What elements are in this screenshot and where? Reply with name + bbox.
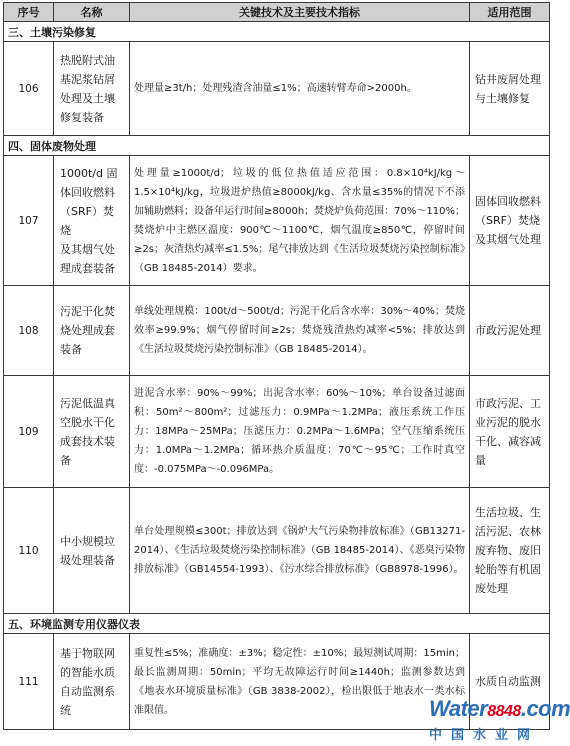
row-name: 中小规模垃 圾处理装备 [54, 488, 130, 614]
row-scope: 固体回收燃料（SRF）焚烧及其烟气处理 [470, 156, 550, 286]
row-tech: 单线处理规模：100t/d～500t/d；污泥干化后含水率：30%～40%；焚烧效率≥99.9%；烟气停留时间≥2s；焚烧残渣热灼减率<5%；排放达到《生活垃圾焚烧污染控制标准》（GB 18485-2014）。 [130, 286, 470, 376]
section-title: 五、环境监测专用仪器仪表 [4, 614, 550, 634]
row-scope: 生活垃圾、生活污泥、农林废弃物、废旧轮胎等有机固废处理 [470, 488, 550, 614]
section-row [4, 22, 550, 42]
row-tech: 处理量≥3t/h；处理残渣含油量≤1%；高速转臂寿命>2000h。 [130, 42, 470, 136]
equipment-table [3, 2, 550, 730]
row-tech: 进泥含水率：90%～99%；出泥含水率：60%～10%；单台设备过滤面积：50m²～800m²；过滤压力：0.9MPa～1.2MPa；液压系统工作压力：18MPa～25MPa；压滤压力：0.2MPa～1.6MPa；空气压缩系统压力：1.0MPa～1.2MPa；循环热介质温度：70℃～95℃；工作时真空度：-0.075MPa～-0.096MPa。 [130, 376, 470, 488]
row-scope: 水质自动监测 [470, 634, 550, 730]
header-name: 名称 [54, 3, 130, 22]
row-number: 106 [4, 42, 54, 136]
row-tech: 重复性≤5%；准确度：±3%；稳定性：±10%；最短测试周期：15min；最长监测周期：50min；平均无故障运行时间≥1440h；监测参数达到《地表水环境质量标准》（GB 3838-2002），检出限低于地表水一类水标准限值。 [130, 634, 470, 730]
row-scope: 市政污泥处理 [470, 286, 550, 376]
section-title: 四、固体废物处理 [4, 136, 550, 156]
row-name: 热脱附式油 基泥浆钻屑 处理及土壤 修复装备 [54, 42, 130, 136]
header-scope: 适用范围 [470, 3, 550, 22]
section-row [4, 136, 550, 156]
row-name: 污泥干化焚 烧处理成套 装备 [54, 286, 130, 376]
row-tech: 处理量≥1000t/d；垃圾的低位热值适应范围：0.8×10⁴kJ/kg～1.5×10⁴kJ/kg，垃圾进炉热值≥8000kJ/kg、含水量≤35%的情况下不添加辅助燃料；设备年运行时间≥8000h；焚烧炉负荷范围：70%～110%；焚烧炉中主燃区温度：900℃～1100℃，烟气温度≥850℃，停留时间≥2s；灰渣热灼减率≤1.5%；尾气排放达到《生活垃圾焚烧污染控制标准》（GB 18485-2014）要求。 [130, 156, 470, 286]
row-number: 110 [4, 488, 54, 614]
site-watermark [427, 694, 570, 746]
header-tech: 关键技术及主要技术指标 [130, 3, 470, 22]
header-no: 序号 [4, 3, 54, 22]
row-number: 107 [4, 156, 54, 286]
row-scope: 钻井废屑处理与土壤修复 [470, 42, 550, 136]
row-scope: 市政污泥、工业污泥的脱水干化、减容减量 [470, 376, 550, 488]
row-tech: 单台处理规模≤300t；排放达到《锅炉大气污染物排放标准》（GB13271-2014）、《生活垃圾焚烧污染控制标准》（GB 18485-2014）、《恶臭污染物排放标准》（GB14554-1993）、《污水综合排放标准》（GB8978-1996）。 [130, 488, 470, 614]
table-row [4, 488, 550, 614]
row-name: 污泥低温真 空脱水干化 成套技术装 备 [54, 376, 130, 488]
watermark-text: 中国水业网 [429, 728, 540, 743]
table-header-row [4, 3, 550, 22]
row-number: 109 [4, 376, 54, 488]
row-number: 108 [4, 286, 54, 376]
row-name: 基于物联网 的智能水质 自动监测系 统 [54, 634, 130, 730]
table-row [4, 376, 550, 488]
row-number: 111 [4, 634, 54, 730]
row-name: 1000t/d 固 体回收燃料 （SRF）焚烧 及其烟气处 理成套装备 [54, 156, 130, 286]
table-row [4, 286, 550, 376]
section-title: 三、土壤污染修复 [4, 22, 550, 42]
table-row [4, 42, 550, 136]
watermark-logo: Water8848.com [429, 696, 570, 721]
table-row [4, 156, 550, 286]
section-row [4, 614, 550, 634]
